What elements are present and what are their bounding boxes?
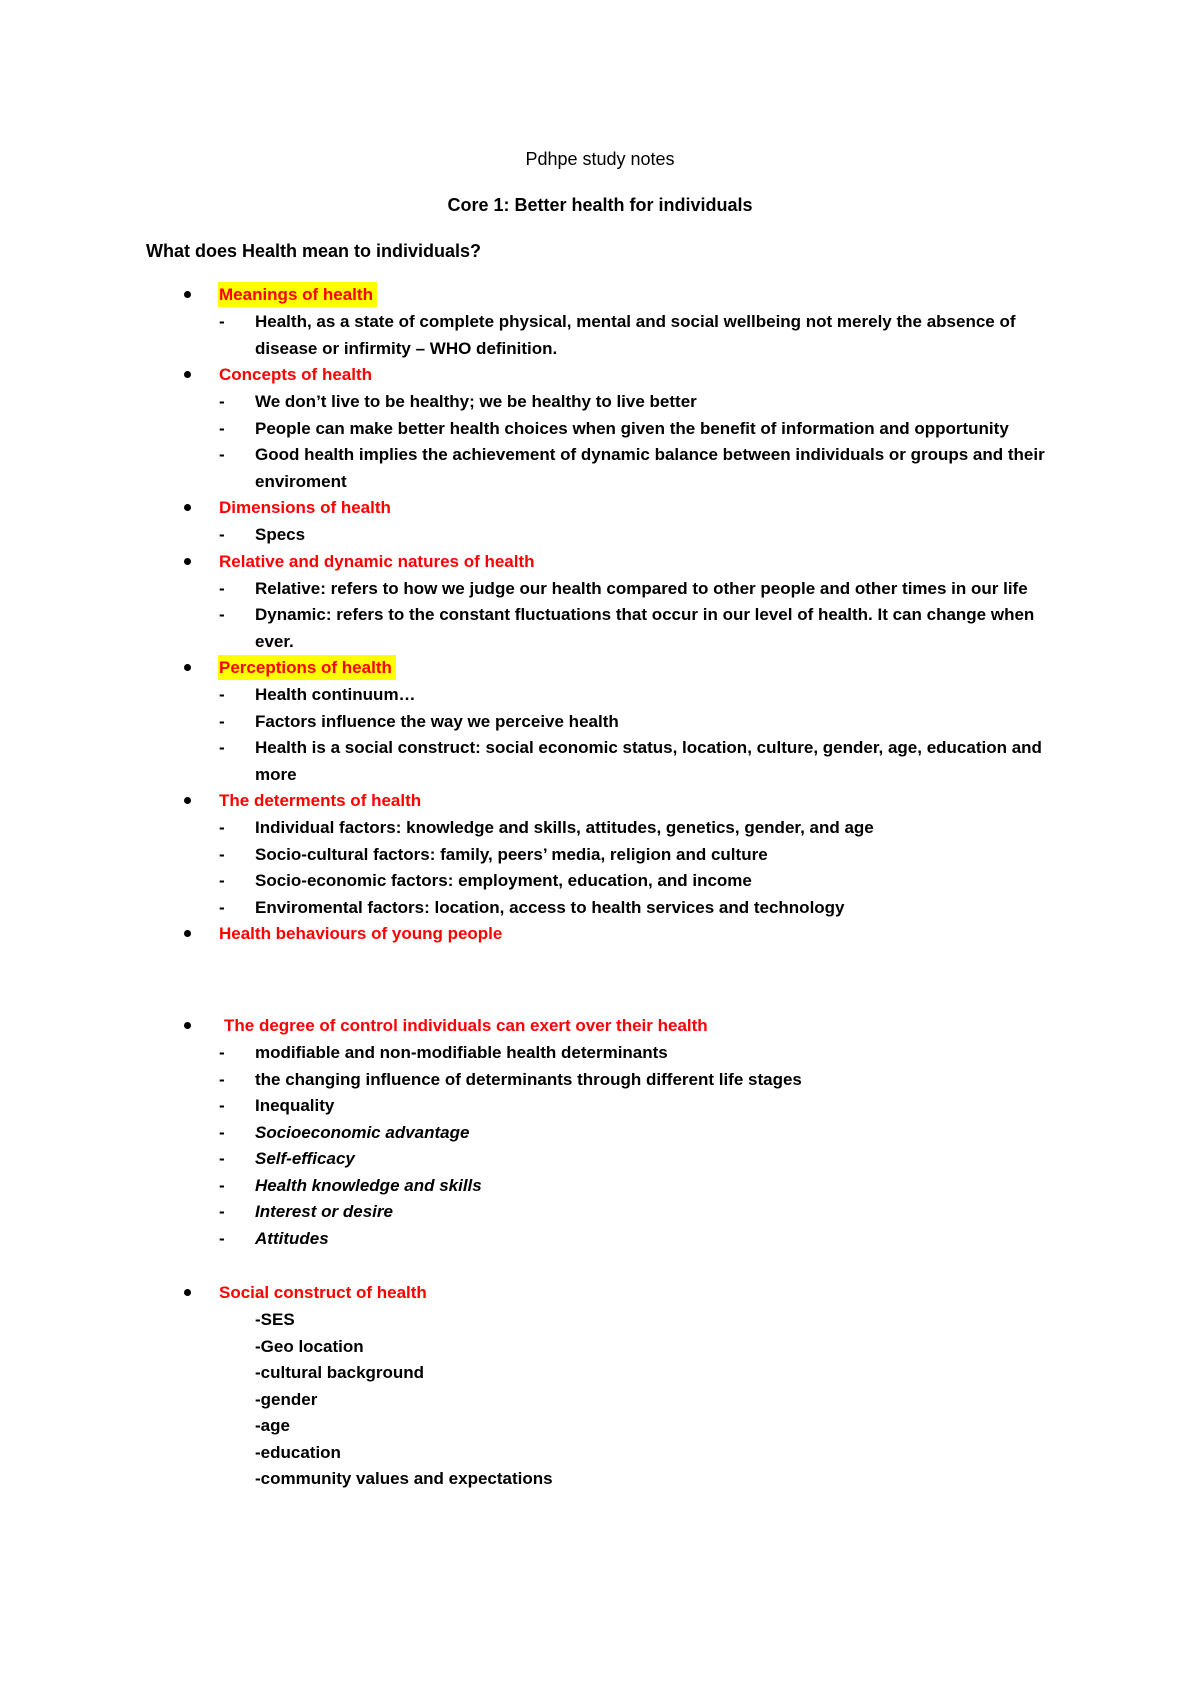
- list-item: [0, 1413, 1200, 1440]
- dash-marker: -: [219, 1149, 225, 1168]
- bullet-row: [0, 549, 1200, 576]
- list-item-text: -education: [255, 1442, 341, 1462]
- list-item-text: Enviromental factors: location, access to health services and technology: [255, 897, 845, 917]
- bullet-icon: [184, 371, 191, 378]
- list-item: [0, 842, 1200, 869]
- section-heading: Social construct of health: [219, 1283, 427, 1302]
- list-item-text: -community values and expectations: [255, 1469, 553, 1488]
- list-item-text: Socio-cultural factors: family, peers’ media, religion and culture: [255, 844, 768, 864]
- list-item: [0, 309, 1200, 362]
- dash-marker: -: [219, 392, 225, 411]
- list-item: [0, 1307, 1200, 1334]
- dash-marker: -: [219, 525, 225, 544]
- list-item-text: -Geo location: [255, 1336, 364, 1356]
- bullet-icon: [184, 1289, 191, 1296]
- dash-marker: -: [219, 1202, 225, 1221]
- section-heading: The degree of control individuals can exert over their health: [224, 1016, 708, 1035]
- list-item-text: Good health implies the achievement of dynamic balance between individuals or groups and their enviroment: [255, 445, 1045, 491]
- list-item-text: Inequality: [255, 1096, 335, 1115]
- list-item: [0, 1360, 1200, 1387]
- list-item-text: Relative: refers to how we judge our health compared to other people and other times in our life: [255, 578, 1028, 598]
- dash-marker: -: [219, 578, 225, 598]
- list-item-text: We don’t live to be healthy; we be healthy to live better: [255, 392, 697, 411]
- list-item: [0, 522, 1200, 549]
- bullet-icon: [184, 797, 191, 804]
- list-item-text: Factors influence the way we perceive health: [255, 711, 619, 731]
- section-heading: Relative and dynamic natures of health: [219, 551, 535, 571]
- bullet-row: [0, 362, 1200, 389]
- bullet-row: [0, 1013, 1200, 1040]
- list-item-text: Health continuum…: [255, 685, 416, 704]
- bullet-row: [0, 495, 1200, 522]
- dash-marker: -: [219, 685, 225, 704]
- list-item: [0, 868, 1200, 895]
- bullet-icon: [184, 664, 191, 671]
- dash-marker: -: [219, 418, 225, 438]
- section-heading: The determents of health: [219, 791, 422, 810]
- list-item: [0, 1173, 1200, 1200]
- bullet-icon: [184, 558, 191, 565]
- list-item-text: Specs: [255, 525, 306, 544]
- list-item-text: Health, as a state of complete physical, mental and social wellbeing not merely the absence of disease or infirmity – WHO definition.: [255, 312, 1016, 358]
- list-item: [0, 709, 1200, 736]
- health-meaning-list: [0, 282, 1200, 948]
- list-item: [0, 1146, 1200, 1173]
- dash-marker: -: [219, 871, 225, 890]
- bullet-row: [0, 655, 1200, 682]
- list-item: [0, 1334, 1200, 1361]
- dash-marker: -: [219, 1043, 225, 1062]
- dash-marker: -: [219, 818, 225, 837]
- list-item: [0, 1040, 1200, 1067]
- document-subtitle: Core 1: Better health for individuals: [447, 195, 753, 215]
- list-item-text: -SES: [255, 1310, 295, 1329]
- list-item: [0, 682, 1200, 709]
- dash-marker: -: [219, 1175, 225, 1195]
- list-item-text: -gender: [255, 1389, 318, 1409]
- bullet-row: [0, 282, 1200, 309]
- list-item-text: Socioeconomic advantage: [255, 1122, 470, 1142]
- list-item: [0, 442, 1200, 495]
- list-item: [0, 1440, 1200, 1467]
- list-item-text: Individual factors: knowledge and skills, attitudes, genetics, gender, and age: [255, 818, 874, 837]
- bullet-icon: [184, 1022, 191, 1029]
- dash-marker: -: [219, 738, 225, 757]
- list-item: [0, 815, 1200, 842]
- list-item-text: Dynamic: refers to the constant fluctuations that occur in our level of health. It can change when ever.: [255, 605, 1035, 651]
- list-item: [0, 1387, 1200, 1414]
- social-construct-list: [0, 1280, 1200, 1493]
- bullet-row: [0, 788, 1200, 815]
- bullet-row: [0, 921, 1200, 948]
- dash-marker: -: [219, 445, 225, 464]
- list-item: [0, 576, 1200, 603]
- list-item-text: the changing influence of determinants through different life stages: [255, 1069, 802, 1089]
- list-item: [0, 389, 1200, 416]
- dash-marker: -: [219, 844, 225, 864]
- list-item: [0, 1466, 1200, 1493]
- list-item-text: Interest or desire: [255, 1202, 393, 1221]
- dash-marker: -: [219, 1122, 225, 1142]
- list-item: [0, 602, 1200, 655]
- list-item: [0, 895, 1200, 922]
- list-item: [0, 416, 1200, 443]
- list-item: [0, 1120, 1200, 1147]
- dash-marker: -: [219, 312, 225, 331]
- section-heading: Concepts of health: [219, 365, 373, 384]
- dash-marker: -: [219, 1096, 225, 1115]
- list-item-text: Health is a social construct: social economic status, location, culture, gender, age, education and more: [255, 738, 1042, 784]
- section-question: What does Health mean to individuals?: [146, 241, 482, 261]
- section-heading: Meanings of health: [218, 282, 377, 307]
- list-item-text: Attitudes: [255, 1228, 329, 1248]
- list-item-text: modifiable and non-modifiable health determinants: [255, 1043, 668, 1062]
- section-heading: Perceptions of health: [218, 655, 396, 680]
- list-item-text: -cultural background: [255, 1363, 425, 1382]
- dash-marker: -: [219, 897, 225, 917]
- section-heading: Health behaviours of young people: [219, 924, 503, 943]
- list-item: [0, 1067, 1200, 1094]
- dash-marker: -: [219, 605, 225, 624]
- bullet-row: [0, 1280, 1200, 1307]
- bullet-icon: [184, 291, 191, 298]
- list-item-text: Self-efficacy: [255, 1149, 355, 1168]
- bullet-icon: [184, 930, 191, 937]
- control-list: [0, 1013, 1200, 1252]
- list-item: [0, 1226, 1200, 1253]
- list-item-text: Health knowledge and skills: [255, 1175, 482, 1195]
- document-title: Pdhpe study notes: [525, 149, 675, 169]
- list-item-text: Socio-economic factors: employment, education, and income: [255, 871, 752, 890]
- list-item: [0, 1093, 1200, 1120]
- dash-marker: -: [219, 1069, 225, 1089]
- dash-marker: -: [219, 711, 225, 731]
- list-item: [0, 1199, 1200, 1226]
- bullet-icon: [184, 504, 191, 511]
- list-item: [0, 735, 1200, 788]
- list-item-text: -age: [255, 1416, 290, 1435]
- dash-marker: -: [219, 1228, 225, 1248]
- list-item-text: People can make better health choices when given the benefit of information and opportunity: [255, 418, 1009, 438]
- section-heading: Dimensions of health: [219, 498, 391, 517]
